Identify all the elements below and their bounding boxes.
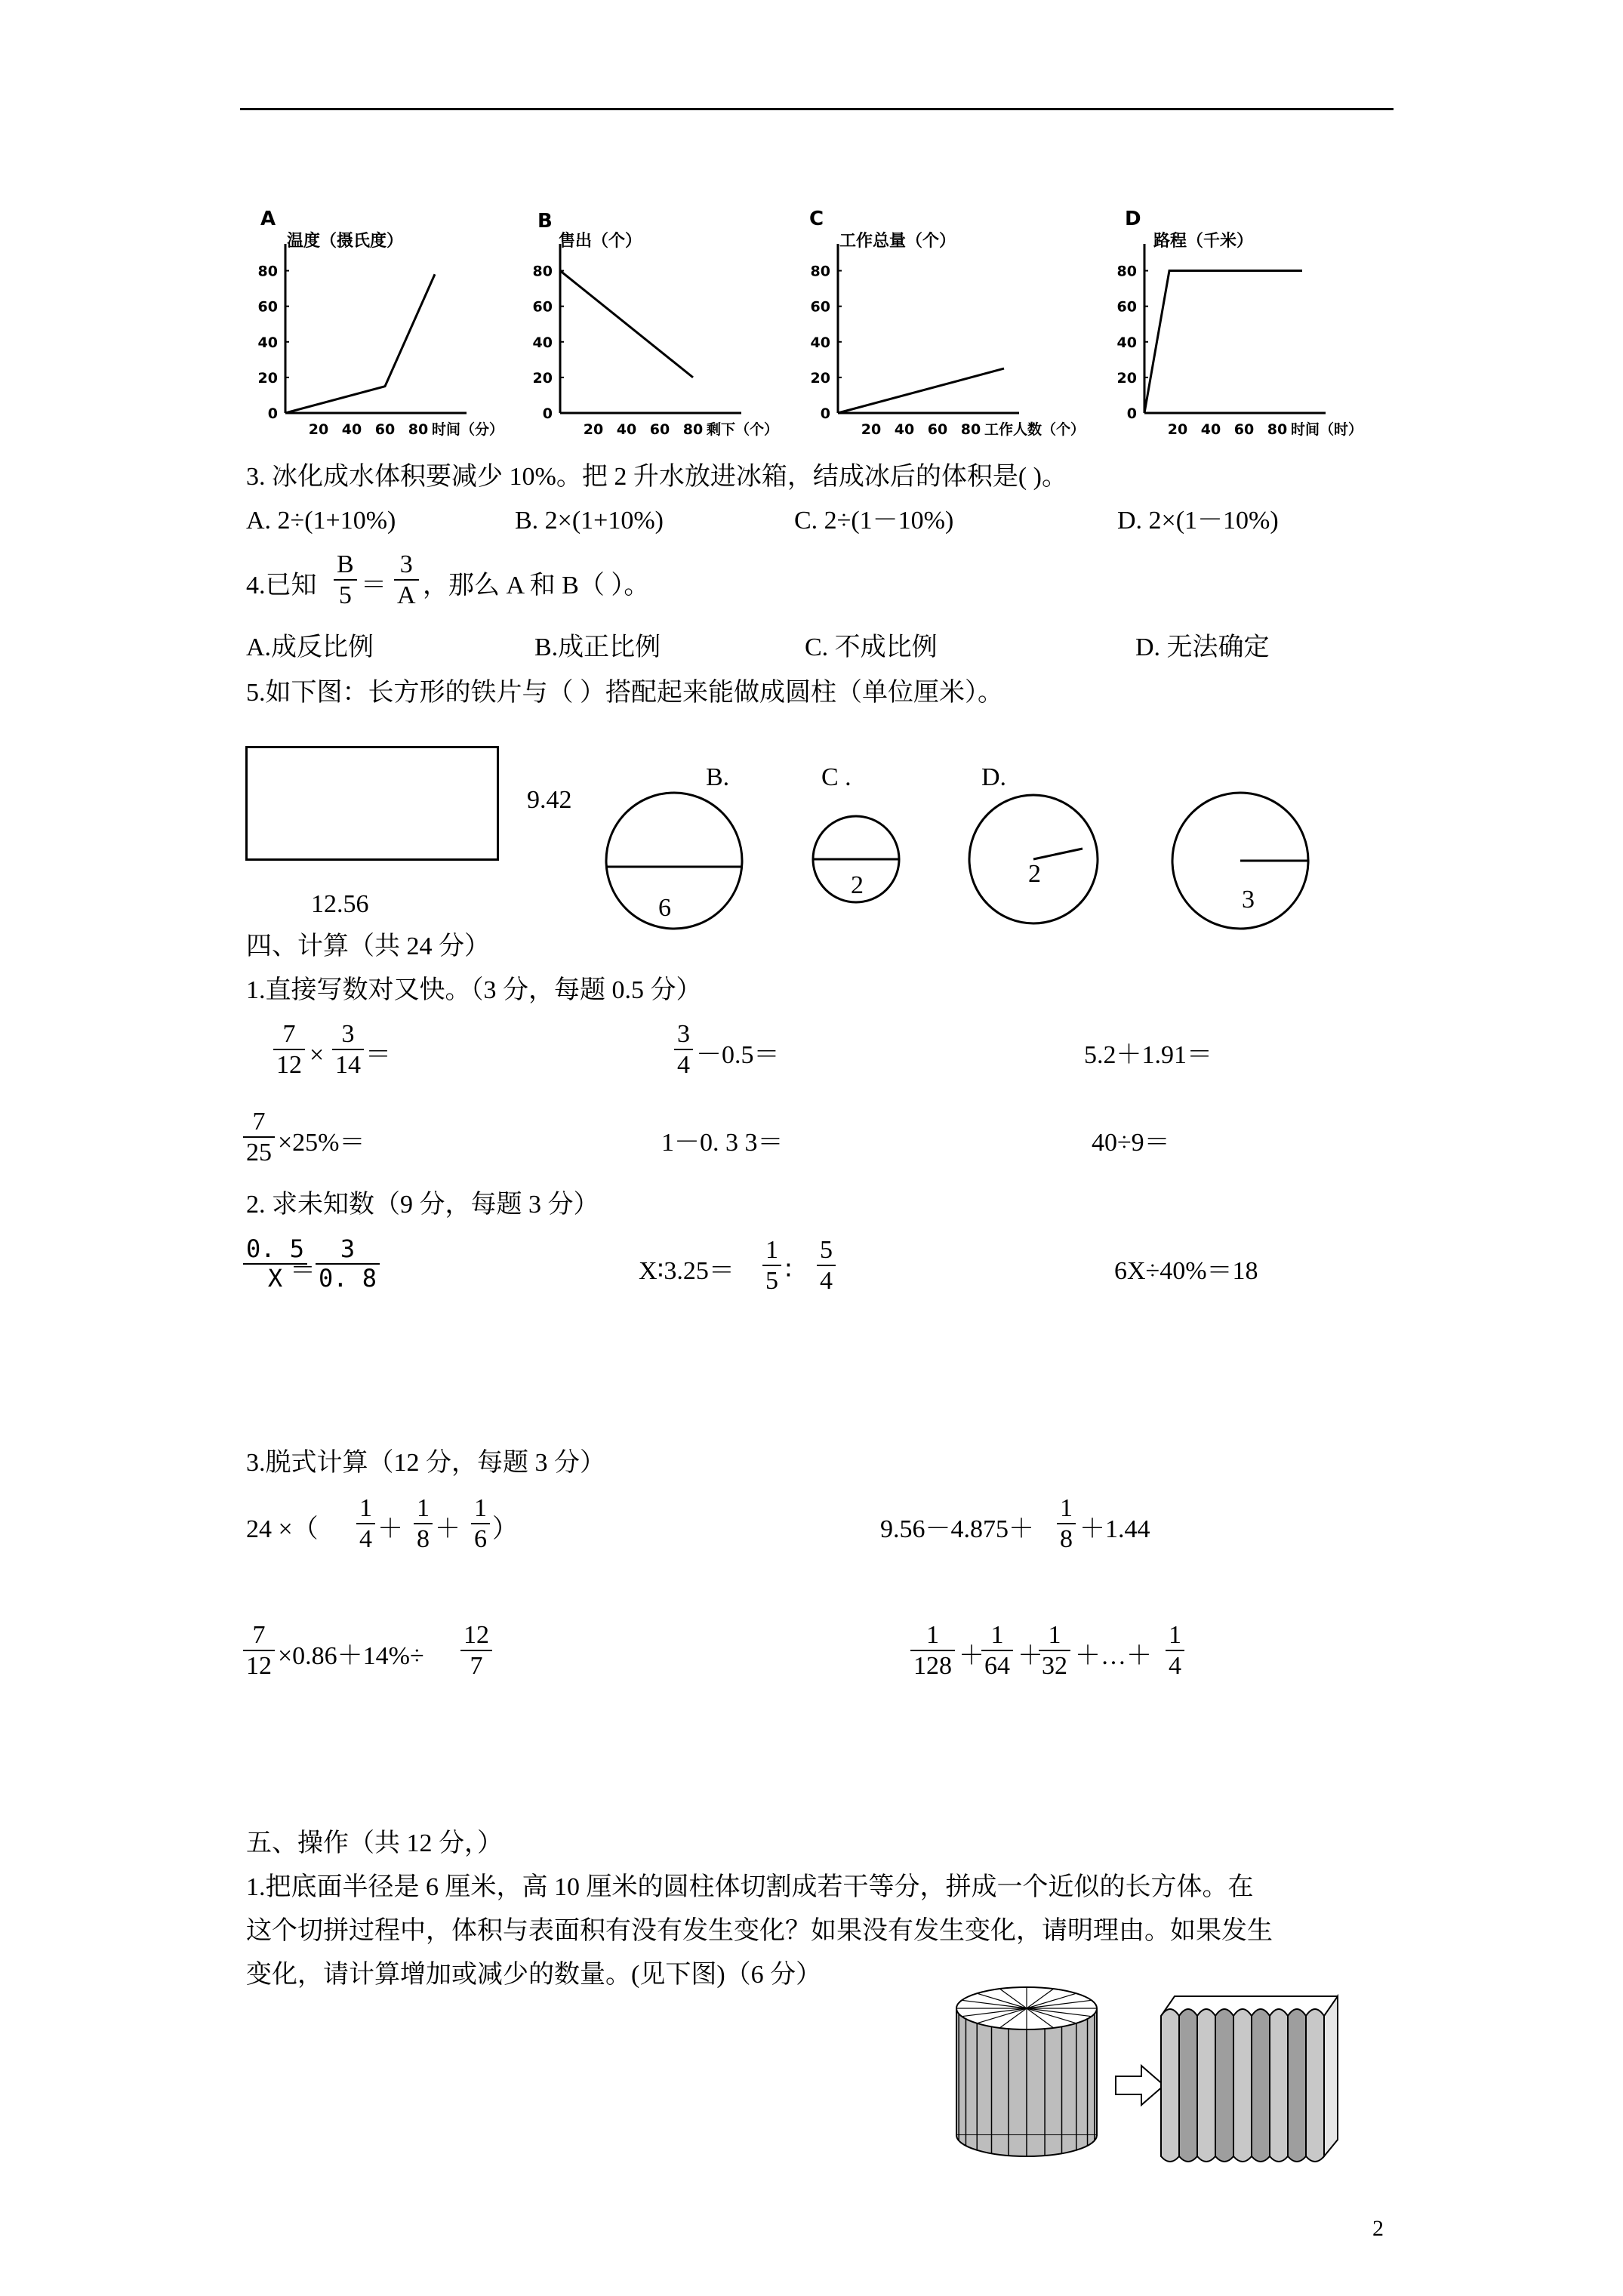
series-line bbox=[1144, 271, 1302, 413]
r2-e1-tail: ×25%＝ bbox=[278, 1129, 365, 1157]
y-tick-label: 80 bbox=[257, 263, 278, 280]
r3-e2-frac2 bbox=[817, 1235, 836, 1296]
cuboid-side-face bbox=[1324, 1996, 1338, 2156]
circle-b-label: 2 bbox=[851, 871, 864, 899]
y-tick-label: 60 bbox=[810, 298, 830, 316]
r4-e1-frac2 bbox=[414, 1493, 433, 1554]
right-arrow-icon bbox=[1116, 2066, 1164, 2105]
r5-e2-n1: 1 bbox=[926, 1621, 939, 1649]
r5-e2-n2: 1 bbox=[990, 1621, 1004, 1649]
y-tick-label: 60 bbox=[1116, 298, 1137, 316]
circle-d-label: 3 bbox=[1242, 886, 1255, 914]
r2-e1-n: 7 bbox=[252, 1108, 266, 1136]
y-tick-label: 0 bbox=[542, 405, 553, 422]
r5-e2-n4: 1 bbox=[1169, 1621, 1181, 1649]
r5-e2-d3: 32 bbox=[1039, 1650, 1070, 1681]
y-tick-label: 40 bbox=[1116, 334, 1137, 351]
r1-e1-n1: 7 bbox=[282, 1020, 296, 1048]
y-tick-label: 80 bbox=[532, 263, 553, 280]
r5-e1-d2: 7 bbox=[460, 1650, 492, 1681]
x-tick-label: 20 bbox=[861, 421, 882, 438]
cuboid-slice bbox=[1252, 2009, 1270, 2162]
y-tick-label: 80 bbox=[1116, 263, 1137, 280]
cuboid-slice bbox=[1270, 2009, 1288, 2162]
r1-e3: 5.2＋1.91＝ bbox=[1084, 1041, 1212, 1069]
x-axis-label: 工作人数（个） bbox=[984, 421, 1086, 438]
x-tick-label: 80 bbox=[408, 421, 429, 438]
q3-stem: 3. 冰化成水体积要减少 10%。把 2 升水放进冰箱，结成冰后的体积是( )。 bbox=[246, 463, 1067, 491]
r5-e1-mid: ×0.86＋14%÷ bbox=[278, 1642, 424, 1670]
r3-e2-n2: 5 bbox=[820, 1236, 833, 1264]
y-tick-label: 40 bbox=[532, 334, 553, 351]
r5-e2-frac2 bbox=[981, 1620, 1013, 1681]
circle-c-radius bbox=[1033, 849, 1083, 859]
r4-e1-n2: 1 bbox=[417, 1494, 430, 1522]
r4-e1-d2: 8 bbox=[414, 1523, 433, 1554]
r1-e2-d: 4 bbox=[674, 1049, 693, 1080]
y-tick-label: 20 bbox=[810, 369, 830, 387]
chart-d bbox=[1117, 244, 1363, 438]
cuboid-slice bbox=[1197, 2009, 1215, 2162]
series-line bbox=[285, 274, 435, 413]
r3-e3: 6X÷40%＝18 bbox=[1114, 1257, 1258, 1285]
r5-e1-frac1 bbox=[243, 1620, 275, 1681]
r3-e2-frac1 bbox=[762, 1235, 781, 1296]
section5-line2: 这个切拼过程中，体积与表面积有没有发生变化？如果没有发生变化，请明理由。如果发生 bbox=[246, 1917, 1273, 1945]
r5-e2-d4: 4 bbox=[1166, 1650, 1184, 1681]
x-tick-label: 40 bbox=[1200, 421, 1221, 438]
q4-fraction-1 bbox=[334, 550, 357, 610]
r1-e2-tail: －0.5＝ bbox=[696, 1041, 780, 1069]
q4-equals: ＝ bbox=[361, 572, 387, 599]
x-tick-label: 20 bbox=[308, 421, 329, 438]
cylinder-cut-illustration bbox=[944, 1963, 1351, 2190]
circle-c-label: 2 bbox=[1028, 860, 1041, 888]
q3-option-a: A. 2÷(1+10%) bbox=[246, 507, 396, 535]
x-axis-label: 剩下（个） bbox=[707, 421, 779, 438]
section5-line3: 变化，请计算增加或减少的数量。(见下图)（6 分） bbox=[246, 1961, 822, 1989]
y-tick-label: 60 bbox=[532, 298, 553, 316]
chart-d-title: 路程（千米） bbox=[1153, 232, 1254, 251]
y-tick-label: 40 bbox=[257, 334, 278, 351]
section5-line1: 1.把底面半径是 6 厘米，高 10 厘米的圆柱体切割成若干等分，拼成一个近似的长方体。在 bbox=[246, 1873, 1254, 1901]
r2-e2: 1－0. 3 3＝ bbox=[661, 1129, 784, 1157]
cuboid-slice bbox=[1233, 2009, 1252, 2162]
chart-b-title: 售出（个） bbox=[559, 232, 642, 251]
x-axis-label: 时间（时） bbox=[1291, 421, 1363, 438]
r5-e2-frac3 bbox=[1039, 1620, 1070, 1681]
r4-e1-d1: 4 bbox=[356, 1523, 375, 1554]
y-tick-label: 80 bbox=[810, 263, 830, 280]
r5-e2-n3: 1 bbox=[1048, 1621, 1061, 1649]
x-tick-label: 40 bbox=[341, 421, 362, 438]
chart-a-title: 温度（摄氏度） bbox=[287, 232, 404, 251]
r1-e1-tail: ＝ bbox=[365, 1041, 391, 1069]
r1-e1-frac1 bbox=[273, 1019, 305, 1080]
r2-e3: 40÷9＝ bbox=[1092, 1129, 1170, 1157]
r5-e2-p2: ＋ bbox=[1018, 1642, 1043, 1670]
r4-e1-head: 24 ×（ bbox=[246, 1515, 319, 1543]
y-tick-label: 0 bbox=[1126, 405, 1137, 422]
cuboid-slice bbox=[1215, 2009, 1233, 2162]
r4-e1-n3: 1 bbox=[474, 1494, 487, 1522]
r1-e1-frac2 bbox=[332, 1019, 364, 1080]
r4-e1-p2: ＋ bbox=[435, 1515, 460, 1543]
r4-e2-n: 1 bbox=[1060, 1494, 1073, 1522]
r2-e1-d: 25 bbox=[243, 1136, 275, 1167]
x-tick-label: 20 bbox=[583, 421, 604, 438]
r4-e1-frac1 bbox=[356, 1493, 375, 1554]
r1-e1-d2: 14 bbox=[332, 1049, 364, 1080]
chart-d-letter: D bbox=[1125, 208, 1141, 230]
q4-option-c: C. 不成比例 bbox=[805, 633, 938, 661]
q5-label-d: D. bbox=[981, 763, 1007, 791]
page-number: 2 bbox=[1372, 2216, 1384, 2241]
x-tick-label: 40 bbox=[894, 421, 915, 438]
r3-e1-d1: X bbox=[243, 1263, 307, 1293]
x-tick-label: 20 bbox=[1167, 421, 1188, 438]
r5-e2-p1: ＋ bbox=[959, 1642, 984, 1670]
x-tick-label: 60 bbox=[1233, 421, 1255, 438]
q4-f1-num: B bbox=[337, 550, 354, 578]
r4-e1-d3: 6 bbox=[471, 1523, 490, 1554]
x-axis-label: 时间（分） bbox=[432, 421, 504, 438]
q3-option-c: C. 2÷(1－10%) bbox=[794, 507, 954, 535]
r2-e1-frac bbox=[243, 1107, 275, 1167]
cuboid-slice bbox=[1179, 2009, 1197, 2162]
r5-e1-frac2 bbox=[460, 1620, 492, 1681]
r3-e2-d1: 5 bbox=[762, 1265, 781, 1296]
q4-f1-den: 5 bbox=[334, 579, 357, 610]
q3-option-b: B. 2×(1+10%) bbox=[515, 507, 664, 535]
q5-rect-height: 9.42 bbox=[527, 786, 572, 814]
cuboid-slice bbox=[1306, 2009, 1324, 2162]
x-tick-label: 60 bbox=[374, 421, 396, 438]
x-tick-label: 80 bbox=[682, 421, 704, 438]
y-tick-label: 0 bbox=[267, 405, 278, 422]
cylinder-icon bbox=[956, 1987, 1097, 2156]
cuboid-icon bbox=[1161, 1996, 1338, 2162]
cuboid-slice bbox=[1288, 2009, 1306, 2162]
r4-e1-p1: ＋ bbox=[377, 1515, 403, 1543]
r4-e2-head: 9.56－4.875＋ bbox=[880, 1515, 1034, 1543]
y-tick-label: 20 bbox=[532, 369, 553, 387]
r1-e1-n2: 3 bbox=[341, 1020, 355, 1048]
r1-e2-n: 3 bbox=[677, 1020, 690, 1048]
r3-e1-eq: ＝ bbox=[290, 1257, 316, 1285]
q4-fraction-2 bbox=[394, 550, 419, 610]
r4-e1-frac3 bbox=[471, 1493, 490, 1554]
q4-option-a: A.成反比例 bbox=[246, 633, 374, 661]
r4-e1-n1: 1 bbox=[359, 1494, 372, 1522]
r3-e1-n2: 3 bbox=[340, 1234, 356, 1263]
r4-e2-frac bbox=[1057, 1493, 1076, 1554]
q4-prefix: 4.已知 bbox=[246, 572, 317, 599]
r5-e2-d1: 128 bbox=[910, 1650, 955, 1681]
section4-title: 四、计算（共 24 分） bbox=[246, 932, 490, 960]
r3-e2-d2: 4 bbox=[817, 1265, 836, 1296]
r3-e1-d2: 0. 8 bbox=[316, 1263, 380, 1293]
x-tick-label: 60 bbox=[927, 421, 948, 438]
section4-p3-title: 3.脱式计算（12 分，每题 3 分） bbox=[246, 1449, 605, 1477]
chart-c-letter: C bbox=[809, 208, 824, 230]
x-tick-label: 80 bbox=[960, 421, 981, 438]
cuboid-slice bbox=[1161, 2009, 1179, 2162]
q5-label-b: B. bbox=[706, 763, 730, 791]
chart-c-title: 工作总量（个） bbox=[839, 232, 956, 251]
q3-option-d: D. 2×(1－10%) bbox=[1117, 507, 1279, 535]
r4-e2-d: 8 bbox=[1057, 1523, 1076, 1554]
section4-p2-title: 2. 求未知数（9 分，每题 3 分） bbox=[246, 1191, 599, 1219]
r3-e1-n1: 0. 5 bbox=[246, 1234, 305, 1263]
r3-e2-n1: 1 bbox=[765, 1236, 778, 1264]
r1-e1-d1: 12 bbox=[273, 1049, 305, 1080]
r3-e2-head: X∶3.25＝ bbox=[639, 1257, 735, 1285]
section5-title: 五、操作（共 12 分，） bbox=[246, 1829, 503, 1857]
charts-svg bbox=[0, 0, 1623, 453]
y-tick-label: 20 bbox=[257, 369, 278, 387]
r4-e1-tail: ） bbox=[492, 1515, 518, 1543]
r4-e2-tail: ＋1.44 bbox=[1079, 1515, 1150, 1543]
q4-f2-den: A bbox=[394, 579, 419, 610]
q4-suffix: ，那么 A 和 B（ ）。 bbox=[423, 572, 650, 599]
r5-e1-n1: 7 bbox=[252, 1621, 266, 1649]
r3-e2-colon: ∶ bbox=[785, 1257, 792, 1285]
y-tick-label: 40 bbox=[810, 334, 830, 351]
section4-p1-title: 1.直接写数对又快。（3 分，每题 0.5 分） bbox=[246, 976, 702, 1004]
r5-e1-d1: 12 bbox=[243, 1650, 275, 1681]
x-tick-label: 40 bbox=[616, 421, 637, 438]
q4-f2-num: 3 bbox=[399, 550, 413, 578]
series-line bbox=[838, 368, 1004, 413]
chart-c bbox=[811, 244, 1085, 438]
r1-e1-op: × bbox=[310, 1041, 325, 1069]
chart-b bbox=[533, 244, 778, 438]
series-line bbox=[560, 271, 693, 378]
q5-circles bbox=[0, 785, 1623, 936]
q5-stem: 5.如下图：长方形的铁片与（ ）搭配起来能做成圆柱（单位厘米）。 bbox=[246, 679, 1003, 707]
q4-option-b: B.成正比例 bbox=[534, 633, 661, 661]
x-tick-label: 60 bbox=[649, 421, 670, 438]
r5-e2-p3: ＋…＋ bbox=[1075, 1642, 1152, 1670]
r5-e2-frac1 bbox=[910, 1620, 955, 1681]
q5-label-c: C . bbox=[821, 763, 852, 791]
r5-e1-n2: 12 bbox=[463, 1621, 489, 1649]
r1-e2-frac bbox=[674, 1019, 693, 1080]
chart-b-letter: B bbox=[537, 210, 553, 233]
y-tick-label: 20 bbox=[1116, 369, 1137, 387]
x-tick-label: 80 bbox=[1267, 421, 1288, 438]
y-tick-label: 0 bbox=[820, 405, 830, 422]
q5-rect-width: 12.56 bbox=[311, 890, 369, 918]
chart-a-letter: A bbox=[260, 208, 276, 230]
circle-a-label: 6 bbox=[658, 894, 671, 922]
r3-e1-frac2 bbox=[316, 1235, 380, 1293]
chart-a bbox=[258, 244, 504, 438]
r5-e2-frac4 bbox=[1166, 1620, 1184, 1681]
y-tick-label: 60 bbox=[257, 298, 278, 316]
circle-option-a bbox=[606, 793, 742, 929]
r5-e2-d2: 64 bbox=[981, 1650, 1013, 1681]
q4-option-d: D. 无法确定 bbox=[1135, 633, 1270, 661]
